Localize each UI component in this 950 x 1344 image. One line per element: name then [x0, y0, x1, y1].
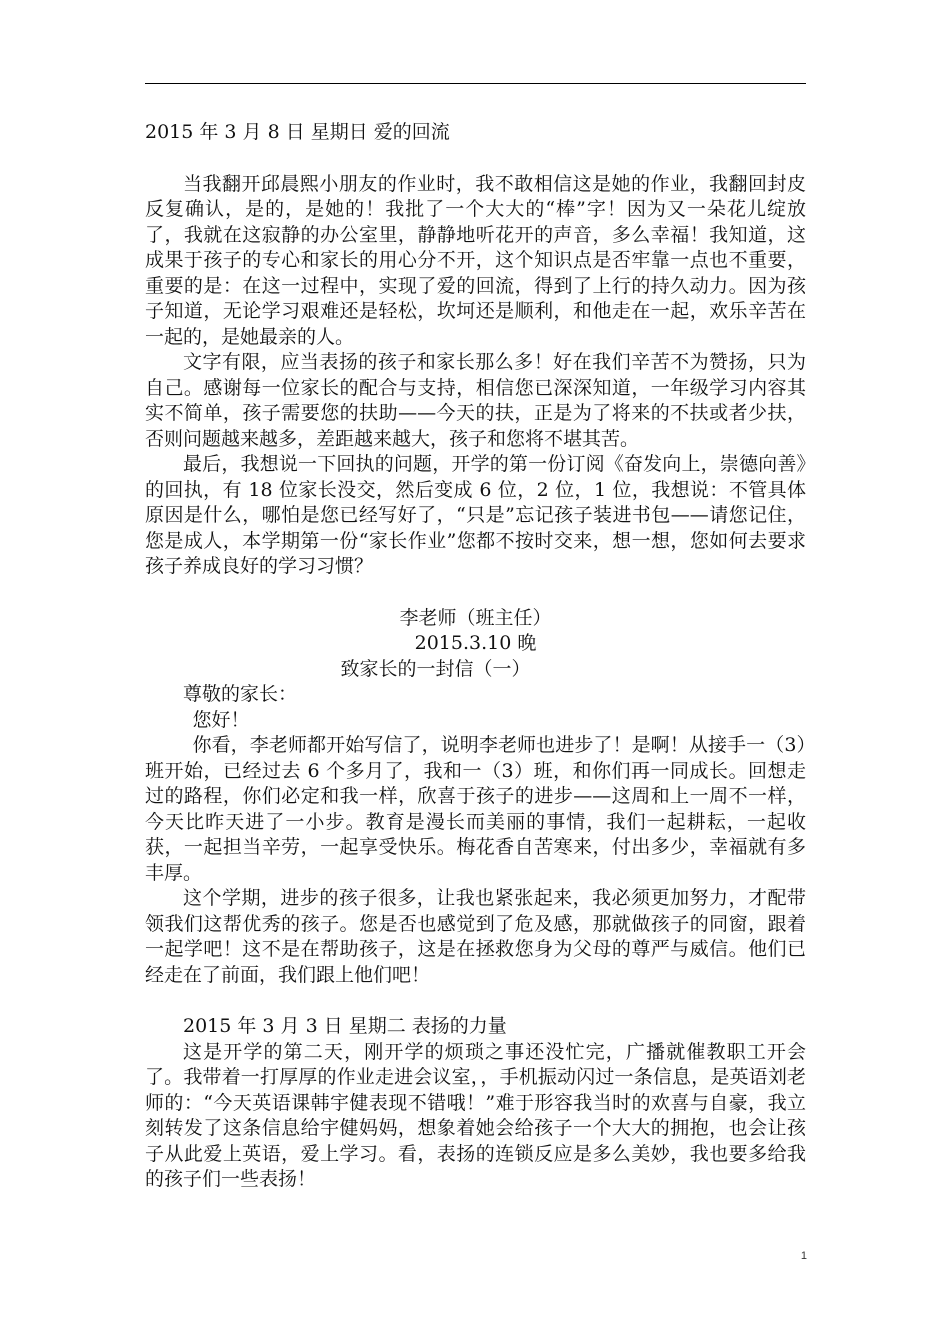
- signature-name: 李老师（班主任）: [399, 606, 552, 629]
- letter-greeting: 您好！: [192, 708, 250, 731]
- document-body: [145, 120, 806, 1193]
- page-number: 1: [800, 1250, 807, 1262]
- body-paragraph: 文字有限，应当表扬的孩子和家长那么多！好在我们辛苦不为赞扬，只为自己。感谢每一位家长的配合与支持，相信您已深深知道，一年级学习内容其实不简单，孩子需要您的扶助——今天的扶，正是为了将来的不扶或者少扶，否则问题越来越多，差距越来越大，孩子和您将不堪其苦。: [145, 351, 806, 450]
- entry-heading: 2015 年 3 月 3 日 星期二 表扬的力量: [183, 1015, 507, 1037]
- spacer: [145, 580, 806, 606]
- letter-paragraph: 你看，李老师都开始写信了，说明李老师也进步了！是啊！从接手一（3）班开始，已经过去 6 个多月了，我和一（3）班，和你们再一同成长。回想走过的路程，你们必定和我一样，欣喜于孩子的进步——这周和上一周不一样，今天比昨天进了一小步。教育是漫长而美丽的事情，我们一起耕耘，一起收获，一起担当辛劳，一起享受快乐。梅花香自苦寒来，付出多少，幸福就有多丰厚。: [145, 734, 806, 884]
- letter-title: 致家长的一封信（一）: [340, 657, 531, 680]
- signature-date: 2015.3.10 晚: [414, 632, 537, 654]
- header-rule: [145, 83, 806, 84]
- body-paragraph: 这是开学的第二天，刚开学的烦琐之事还没忙完，广播就催教职工开会了。我带着一打厚厚的作业走进会议室，，手机振动闪过一条信息，是英语刘老师的：“今天英语课韩宇健表现不错哦！”难于形容我当时的欢喜与自豪，我立刻转发了这条信息给宇健妈妈，想象着她会给孩子一个大大的拥抱，也会让孩子从此爱上英语，爱上学习。看，表扬的连锁反应是多么美妙，我也要多给我的孩子们一些表扬！: [145, 1040, 806, 1190]
- body-paragraph: 最后，我想说一下回执的问题，开学的第一份订阅《奋发向上，崇德向善》的回执，有 18 位家长没交，然后变成 6 位，2 位，1 位，我想说：不管具体原因是什么，哪怕是您已经写好了，“只是”忘记孩子装进书包——请您记住，您是成人，本学期第一份“家长作业”您都不按时交来，想一想，您如何去要求孩子养成良好的学习习惯？: [145, 453, 806, 577]
- body-paragraph: 当我翻开邱晨熙小朋友的作业时，我不敢相信这是她的作业，我翻回封皮反复确认，是的，是她的！我批了一个大大的“棒”字！因为又一朵花儿绽放了，我就在这寂静的办公室里，静静地听花开的声音，多么幸福！我知道，这成果于孩子的专心和家长的用心分不开，这个知识点是否牢靠一点也不重要，重要的是：在这一过程中，实现了爱的回流，得到了上行的持久动力。因为孩子知道，无论学习艰难还是轻松，坎坷还是顺利，和他走在一起，欢乐辛苦在一起的，是她最亲的人。: [145, 172, 806, 348]
- spacer: [145, 146, 806, 172]
- letter-paragraph: 这个学期，进步的孩子很多，让我也紧张起来，我必须更加努力，才配带领我们这帮优秀的孩子。您是否也感觉到了危及感，那就做孩子的同窗，跟着一起学吧！这不是在帮助孩子，这是在拯救您身为父母的尊严与威信。他们已经走在了前面，我们跟上他们吧！: [145, 887, 806, 986]
- letter-salutation: 尊敬的家长：: [183, 683, 298, 705]
- spacer: [145, 988, 806, 1014]
- entry-heading: 2015 年 3 月 8 日 星期日 爱的回流: [145, 121, 450, 143]
